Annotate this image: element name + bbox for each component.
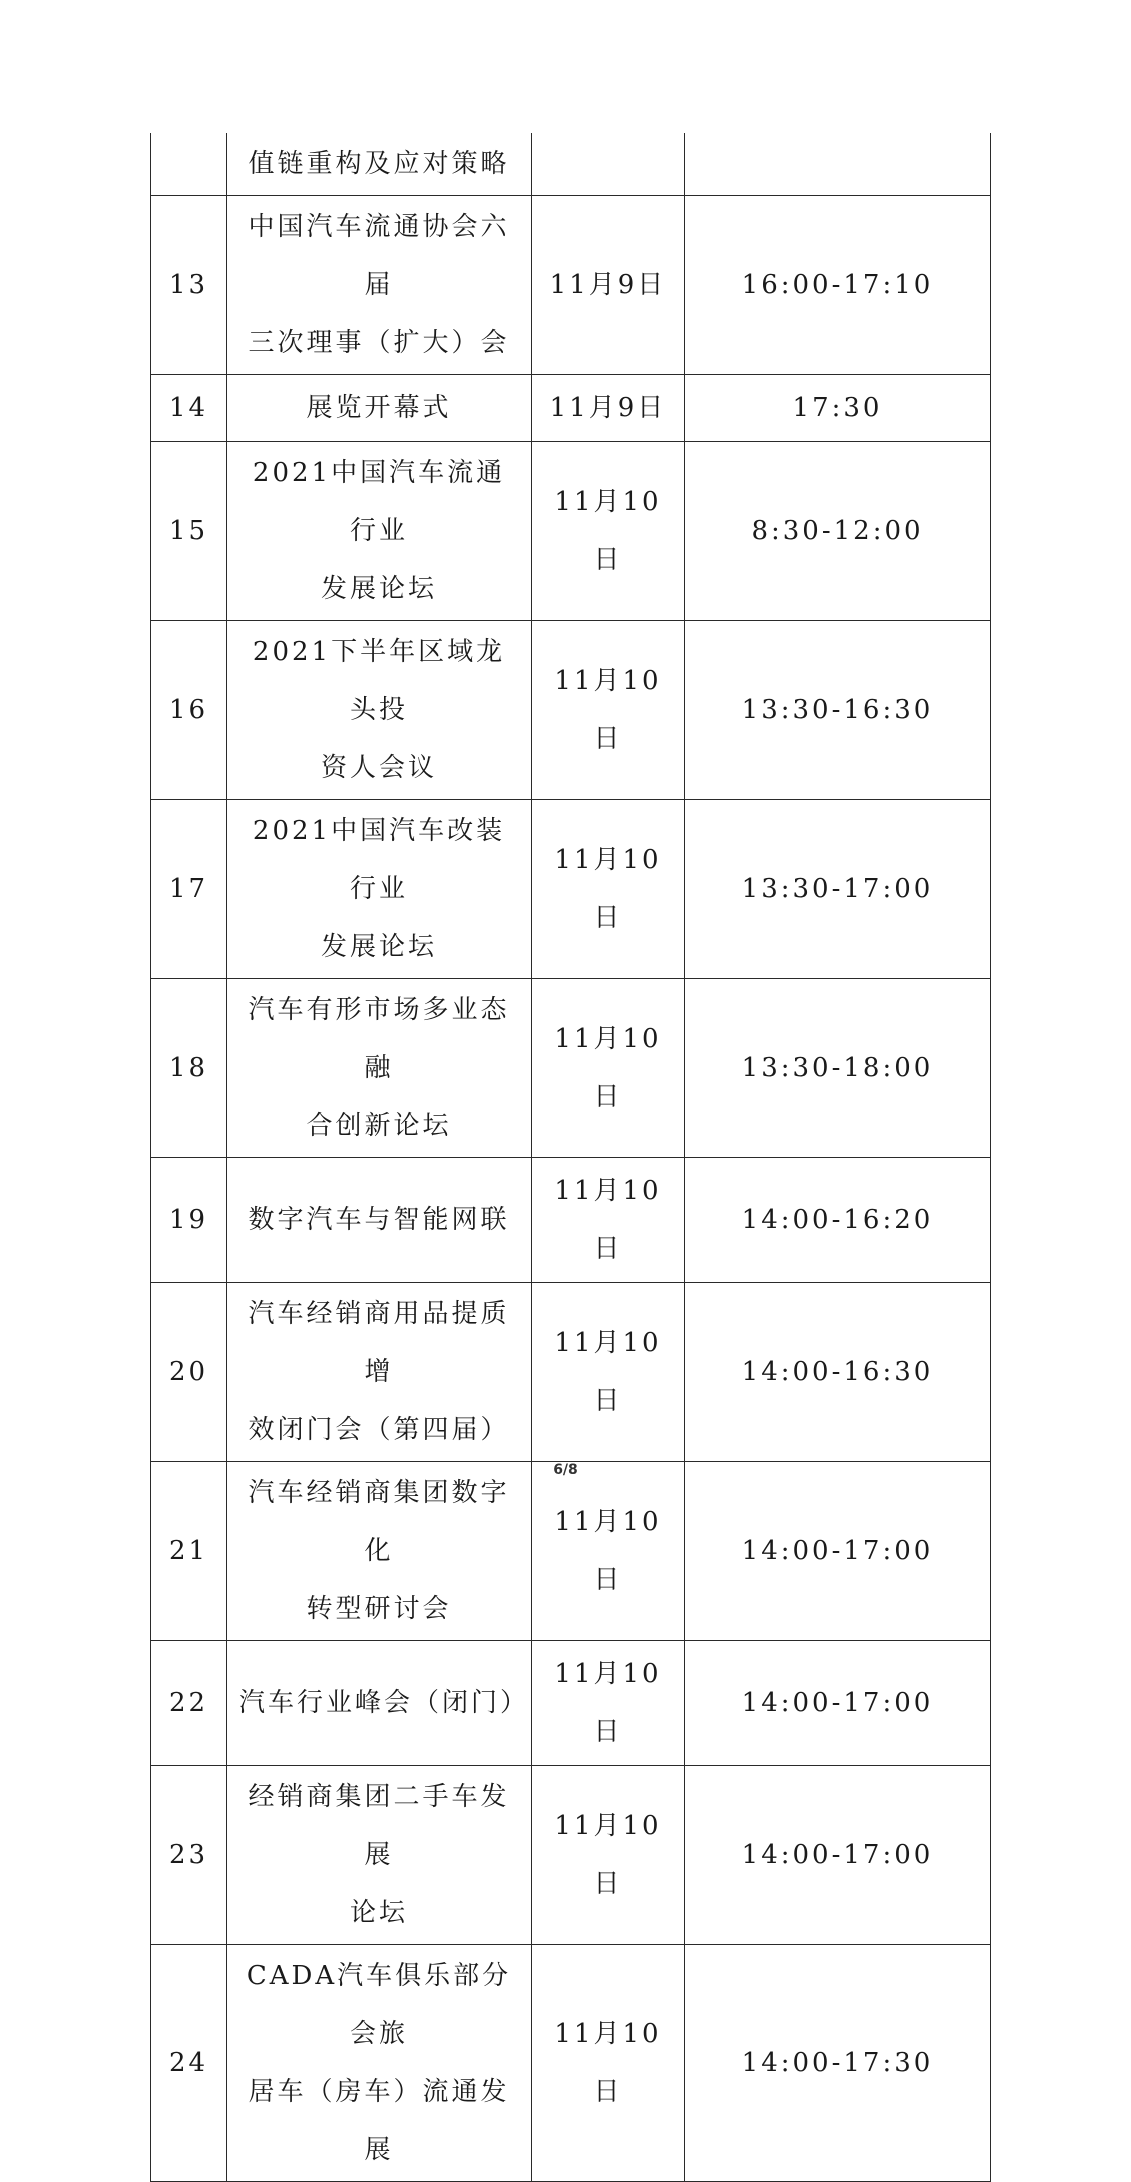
event-title [227, 1766, 532, 1945]
item-number: 17 [151, 800, 227, 979]
event-date [532, 133, 685, 196]
event-time: 13:30-17:00 [685, 800, 991, 979]
item-number: 22 [151, 1641, 227, 1766]
event-date: 11月10日 [532, 1158, 685, 1283]
event-date: 11月10日 [532, 1641, 685, 1766]
item-number: 15 [151, 442, 227, 621]
event-title-line: 汽车有形市场多业态融 [248, 995, 510, 1083]
event-title [227, 133, 532, 196]
event-date: 11月9日 [532, 375, 685, 442]
event-date: 11月10日 [532, 1766, 685, 1945]
table-row [151, 979, 991, 1158]
event-title-line: 居车（房车）流通发展 [248, 2077, 510, 2165]
event-title-line: 2021中国汽车改装行业 [252, 816, 506, 904]
item-number: 24 [151, 1945, 227, 2182]
event-title-line: 效闭门会（第四届） [248, 1415, 510, 1445]
item-number: 18 [151, 979, 227, 1158]
event-title-line: 展览开幕式 [306, 393, 452, 423]
item-number: 16 [151, 621, 227, 800]
table-row [151, 1945, 991, 2182]
table-row [151, 133, 991, 196]
event-title-line: 三次理事（扩大）会 [248, 328, 510, 358]
item-number: 21 [151, 1462, 227, 1641]
event-time: 14:00-16:30 [685, 1283, 991, 1462]
item-number: 23 [151, 1766, 227, 1945]
event-time: 16:00-17:10 [685, 196, 991, 375]
event-title [227, 196, 532, 375]
event-time: 17:30 [685, 375, 991, 442]
event-date: 11月10日 [532, 1462, 685, 1641]
event-title [227, 375, 532, 442]
event-title [227, 1945, 532, 2182]
table-row [151, 1462, 991, 1641]
table-row [151, 196, 991, 375]
item-number [151, 133, 227, 196]
event-title-line: 资人会议 [320, 753, 437, 783]
event-time: 8:30-12:00 [685, 442, 991, 621]
event-time: 14:00-17:00 [685, 1641, 991, 1766]
event-title-line: 发展论坛 [320, 574, 437, 604]
event-title-line: 汽车经销商用品提质增 [248, 1299, 510, 1387]
event-time: 14:00-17:00 [685, 1766, 991, 1945]
schedule-table-body [151, 133, 991, 2182]
event-date: 11月10日 [532, 442, 685, 621]
event-date: 11月9日 [532, 196, 685, 375]
event-title [227, 1462, 532, 1641]
item-number: 13 [151, 196, 227, 375]
event-time: 13:30-16:30 [685, 621, 991, 800]
table-row [151, 621, 991, 800]
item-number: 20 [151, 1283, 227, 1462]
page-number: 6/8 [553, 1462, 578, 1478]
event-title-line: CADA汽车俱乐部分会旅 [246, 1961, 512, 2049]
table-row [151, 800, 991, 979]
event-date: 11月10日 [532, 979, 685, 1158]
event-time: 14:00-17:30 [685, 1945, 991, 2182]
event-title [227, 1158, 532, 1283]
event-time: 14:00-16:20 [685, 1158, 991, 1283]
event-title-line: 经销商集团二手车发展 [248, 1782, 510, 1870]
event-title-line: 中国汽车流通协会六届 [248, 212, 510, 300]
table-row [151, 1641, 991, 1766]
event-date: 11月10日 [532, 800, 685, 979]
event-title [227, 621, 532, 800]
event-time: 14:00-17:00 [685, 1462, 991, 1641]
event-title [227, 442, 532, 621]
table-row [151, 442, 991, 621]
event-time [685, 133, 991, 196]
table-row [151, 1158, 991, 1283]
event-date: 11月10日 [532, 1945, 685, 2182]
event-title [227, 1283, 532, 1462]
event-date: 11月10日 [532, 1283, 685, 1462]
schedule-table [150, 133, 991, 2182]
event-title-line: 数字汽车与智能网联 [248, 1205, 510, 1235]
event-title-line: 转型研讨会 [306, 1594, 452, 1624]
event-title [227, 979, 532, 1158]
event-title-line: 2021下半年区域龙头投 [252, 637, 506, 725]
event-time: 13:30-18:00 [685, 979, 991, 1158]
event-title [227, 1641, 532, 1766]
event-title-line: 合创新论坛 [306, 1111, 452, 1141]
event-title [227, 800, 532, 979]
event-title-line: 2021中国汽车流通行业 [252, 458, 506, 546]
event-title-line: 汽车经销商集团数字化 [248, 1478, 510, 1566]
event-title-line: 值链重构及应对策略 [248, 149, 510, 179]
table-row [151, 375, 991, 442]
event-title-line: 汽车行业峰会（闭门） [239, 1688, 530, 1718]
event-title-line: 论坛 [349, 1898, 408, 1928]
event-date: 11月10日 [532, 621, 685, 800]
event-title-line: 发展论坛 [320, 932, 437, 962]
item-number: 19 [151, 1158, 227, 1283]
item-number: 14 [151, 375, 227, 442]
table-row [151, 1283, 991, 1462]
table-row [151, 1766, 991, 1945]
